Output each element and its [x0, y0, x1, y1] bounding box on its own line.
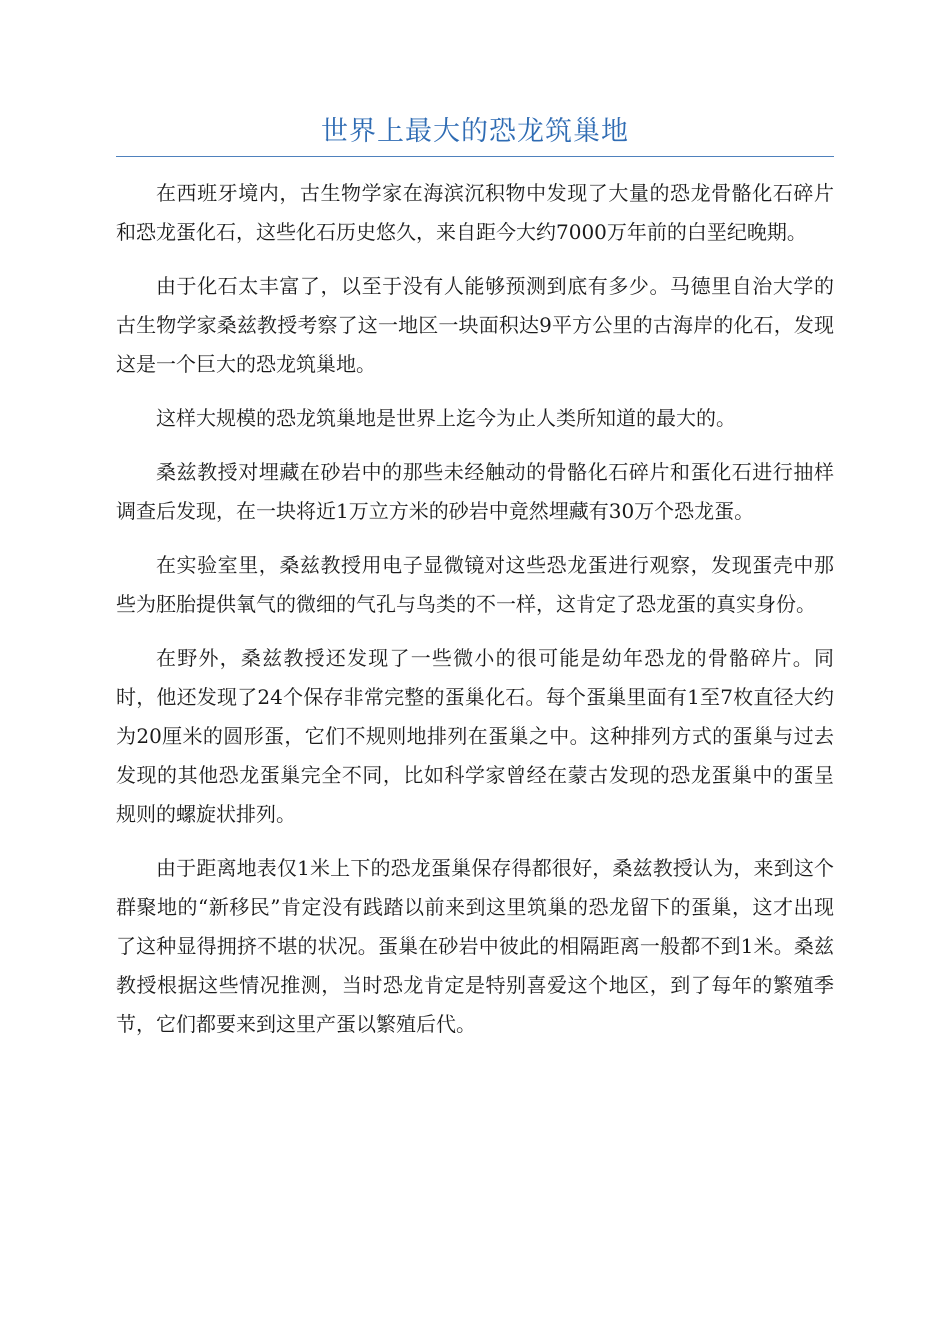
- paragraph-3: 这样大规模的恐龙筑巢地是世界上迄今为止人类所知道的最大的。: [156, 406, 736, 430]
- article-body: [116, 174, 834, 1059]
- paragraph-4: 桑兹教授对埋藏在砂岩中的那些未经触动的骨骼化石碎片和蛋化石进行抽样调查后发现，在一块将近1万立方米的砂岩中竟然埋藏有30万个恐龙蛋。: [116, 460, 834, 523]
- paragraph-2: 由于化石太丰富了，以至于没有人能够预测到底有多少。马德里自治大学的古生物学家桑兹教授考察了这一地区一块面积达9平方公里的古海岸的化石，发现这是一个巨大的恐龙筑巢地。: [116, 274, 834, 376]
- paragraph-6: 在野外，桑兹教授还发现了一些微小的很可能是幼年恐龙的骨骼碎片。同时，他还发现了24个保存非常完整的蛋巢化石。每个蛋巢里面有1至7枚直径大约为20厘米的圆形蛋，它们不规则地排列在蛋巢之中。这种排列方式的蛋巢与过去发现的其他恐龙蛋巢完全不同，比如科学家曾经在蒙古发现的恐龙蛋巢中的蛋呈规则的螺旋状排列。: [116, 646, 834, 826]
- paragraph-5: 在实验室里，桑兹教授用电子显微镜对这些恐龙蛋进行观察，发现蛋壳中那些为胚胎提供氧气的微细的气孔与鸟类的不一样，这肯定了恐龙蛋的真实身份。: [116, 553, 834, 616]
- paragraph-7: 由于距离地表仅1米上下的恐龙蛋巢保存得都很好，桑兹教授认为，来到这个群聚地的“新移民”肯定没有践踏以前来到这里筑巢的恐龙留下的蛋巢，这才出现了这种显得拥挤不堪的状况。蛋巢在砂岩中彼此的相隔距离一般都不到1米。桑兹教授根据这些情况推测，当时恐龙肯定是特别喜爱这个地区，到了每年的繁殖季节，它们都要来到这里产蛋以繁殖后代。: [116, 856, 834, 1036]
- paragraph-1: 在西班牙境内，古生物学家在海滨沉积物中发现了大量的恐龙骨骼化石碎片和恐龙蛋化石，这些化石历史悠久，来自距今大约7000万年前的白垩纪晚期。: [116, 181, 834, 244]
- title-block: [116, 112, 834, 157]
- page-title: 世界上最大的恐龙筑巢地: [321, 116, 629, 147]
